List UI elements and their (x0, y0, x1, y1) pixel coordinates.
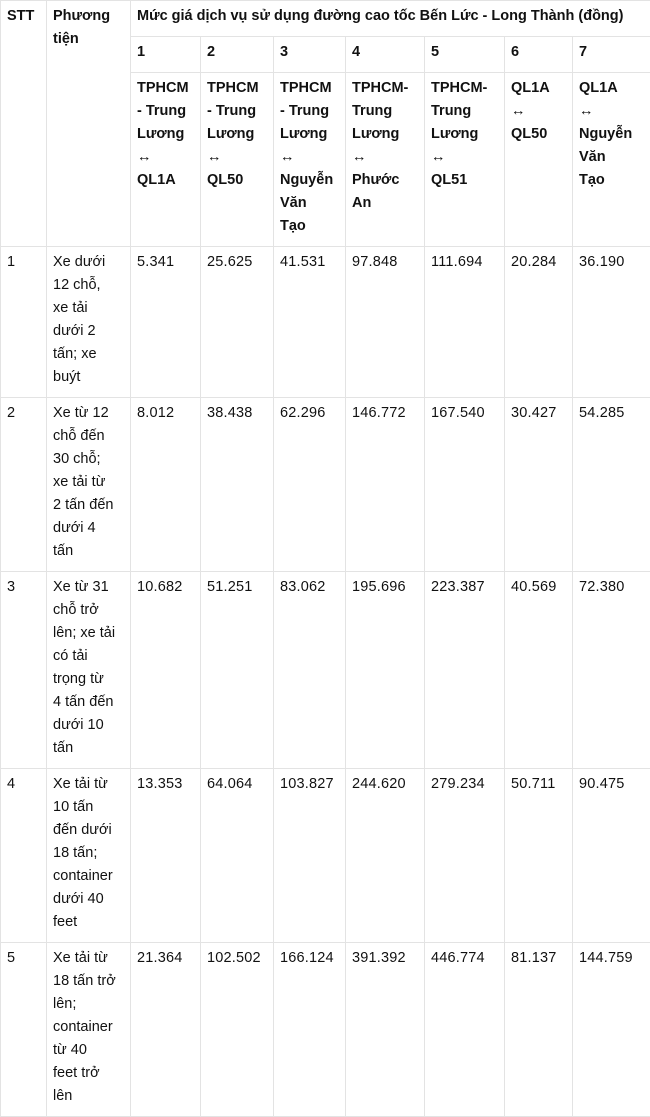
vehicle-line: đến dưới (53, 819, 124, 842)
table-row (1, 769, 650, 943)
header-route (425, 73, 505, 247)
table-row (1, 572, 650, 769)
price-cell: 30.427 (505, 398, 573, 572)
route-line: - Trung (137, 100, 194, 123)
route-line: Lương (207, 123, 267, 146)
row-stt: 4 (1, 769, 47, 943)
vehicle-line: từ 40 (53, 1039, 124, 1062)
price-cell: 10.682 (131, 572, 201, 769)
vehicle-line: xe tải (53, 297, 124, 320)
route-line: Nguyễn (280, 169, 339, 192)
header-col-number: 5 (425, 37, 505, 73)
price-cell: 8.012 (131, 398, 201, 572)
vehicle-line: 2 tấn đến (53, 494, 124, 517)
table-body (1, 247, 650, 1117)
vehicle-line: dưới 40 (53, 888, 124, 911)
price-cell: 38.438 (201, 398, 274, 572)
row-vehicle (47, 769, 131, 943)
vehicle-line: 12 chỗ, (53, 274, 124, 297)
route-line: QL51 (431, 169, 498, 192)
route-line: An (352, 192, 418, 215)
vehicle-line: Xe tải từ (53, 947, 124, 970)
vehicle-line: feet trở (53, 1062, 124, 1085)
route-line: ↔ (280, 146, 339, 169)
vehicle-line: Xe dưới (53, 251, 124, 274)
vehicle-line: tấn; xe (53, 343, 124, 366)
price-cell: 90.475 (573, 769, 650, 943)
row-stt: 2 (1, 398, 47, 572)
route-line: ↔ (137, 146, 194, 169)
header-col-number: 3 (274, 37, 346, 73)
route-line: ↔ (431, 146, 498, 169)
price-cell: 51.251 (201, 572, 274, 769)
header-route (274, 73, 346, 247)
route-line: Lương (431, 123, 498, 146)
price-cell: 5.341 (131, 247, 201, 398)
route-line: Lương (137, 123, 194, 146)
price-cell: 166.124 (274, 943, 346, 1117)
route-line: Văn (280, 192, 339, 215)
vehicle-line: Xe từ 31 (53, 576, 124, 599)
route-line: QL1A (137, 169, 194, 192)
row-stt: 3 (1, 572, 47, 769)
price-cell: 97.848 (346, 247, 425, 398)
route-line: ↔ (352, 146, 418, 169)
vehicle-line: có tải (53, 645, 124, 668)
header-row-title (1, 1, 650, 37)
route-line: ↔ (207, 146, 267, 169)
price-cell: 25.625 (201, 247, 274, 398)
route-line: - Trung (207, 100, 267, 123)
vehicle-line: Xe tải từ (53, 773, 124, 796)
row-vehicle (47, 943, 131, 1117)
vehicle-line: tấn (53, 540, 124, 563)
price-cell: 103.827 (274, 769, 346, 943)
row-vehicle (47, 572, 131, 769)
header-route (505, 73, 573, 247)
vehicle-line: chỗ trở (53, 599, 124, 622)
header-col-number: 1 (131, 37, 201, 73)
header-col-number: 6 (505, 37, 573, 73)
price-cell: 54.285 (573, 398, 650, 572)
price-cell: 50.711 (505, 769, 573, 943)
route-line: Văn (579, 146, 644, 169)
vehicle-line: feet (53, 911, 124, 934)
vehicle-line: lên (53, 1085, 124, 1108)
route-line: Trung (352, 100, 418, 123)
header-route (346, 73, 425, 247)
vehicle-line: container (53, 1016, 124, 1039)
price-cell: 146.772 (346, 398, 425, 572)
vehicle-line: 30 chỗ; (53, 448, 124, 471)
route-line: ↔ (511, 100, 566, 123)
route-line: TPHCM (280, 77, 339, 100)
route-line: Tạo (579, 169, 644, 192)
route-line: TPHCM (137, 77, 194, 100)
vehicle-line: 4 tấn đến (53, 691, 124, 714)
price-cell: 167.540 (425, 398, 505, 572)
price-cell: 81.137 (505, 943, 573, 1117)
vehicle-line: container (53, 865, 124, 888)
price-cell: 102.502 (201, 943, 274, 1117)
route-line: ↔ (579, 100, 644, 123)
route-line: Lương (280, 123, 339, 146)
price-cell: 195.696 (346, 572, 425, 769)
header-route (131, 73, 201, 247)
route-line: - Trung (280, 100, 339, 123)
vehicle-line: Xe từ 12 (53, 402, 124, 425)
vehicle-line: 10 tấn (53, 796, 124, 819)
price-cell: 64.064 (201, 769, 274, 943)
vehicle-line: buýt (53, 366, 124, 389)
header-col-number: 4 (346, 37, 425, 73)
route-line: QL50 (511, 123, 566, 146)
price-cell: 144.759 (573, 943, 650, 1117)
price-cell: 244.620 (346, 769, 425, 943)
vehicle-line: chỗ đến (53, 425, 124, 448)
route-line: Nguyễn (579, 123, 644, 146)
price-cell: 83.062 (274, 572, 346, 769)
row-vehicle (47, 247, 131, 398)
price-cell: 41.531 (274, 247, 346, 398)
route-line: Lương (352, 123, 418, 146)
vehicle-line: 18 tấn trở (53, 970, 124, 993)
table-row (1, 398, 650, 572)
vehicle-line: trọng từ (53, 668, 124, 691)
price-cell: 40.569 (505, 572, 573, 769)
route-line: QL50 (207, 169, 267, 192)
price-cell: 36.190 (573, 247, 650, 398)
route-line: TPHCM- (352, 77, 418, 100)
table-row (1, 247, 650, 398)
route-line: Tạo (280, 215, 339, 238)
price-cell: 62.296 (274, 398, 346, 572)
price-cell: 223.387 (425, 572, 505, 769)
row-vehicle (47, 398, 131, 572)
vehicle-line: dưới 4 (53, 517, 124, 540)
vehicle-line: dưới 10 (53, 714, 124, 737)
price-cell: 111.694 (425, 247, 505, 398)
row-stt: 1 (1, 247, 47, 398)
vehicle-line: xe tải từ (53, 471, 124, 494)
header-col-number: 7 (573, 37, 650, 73)
vehicle-line: 18 tấn; (53, 842, 124, 865)
price-cell: 72.380 (573, 572, 650, 769)
route-line: TPHCM- (431, 77, 498, 100)
vehicle-line: lên; xe tải (53, 622, 124, 645)
price-cell: 21.364 (131, 943, 201, 1117)
header-stt: STT (1, 1, 47, 247)
route-line: Phước (352, 169, 418, 192)
header-route (573, 73, 650, 247)
price-cell: 446.774 (425, 943, 505, 1117)
price-cell: 20.284 (505, 247, 573, 398)
vehicle-line: lên; (53, 993, 124, 1016)
price-cell: 279.234 (425, 769, 505, 943)
route-line: Trung (431, 100, 498, 123)
vehicle-line: tấn (53, 737, 124, 760)
header-price-title: Mức giá dịch vụ sử dụng đường cao tốc Bến Lức - Long Thành (đồng) (131, 1, 650, 37)
header-col-number: 2 (201, 37, 274, 73)
price-cell: 13.353 (131, 769, 201, 943)
route-line: QL1A (511, 77, 566, 100)
row-stt: 5 (1, 943, 47, 1117)
header-route (201, 73, 274, 247)
table-row (1, 943, 650, 1117)
vehicle-line: dưới 2 (53, 320, 124, 343)
route-line: QL1A (579, 77, 644, 100)
header-vehicle: Phương tiện (47, 1, 131, 247)
route-line: TPHCM (207, 77, 267, 100)
price-cell: 391.392 (346, 943, 425, 1117)
